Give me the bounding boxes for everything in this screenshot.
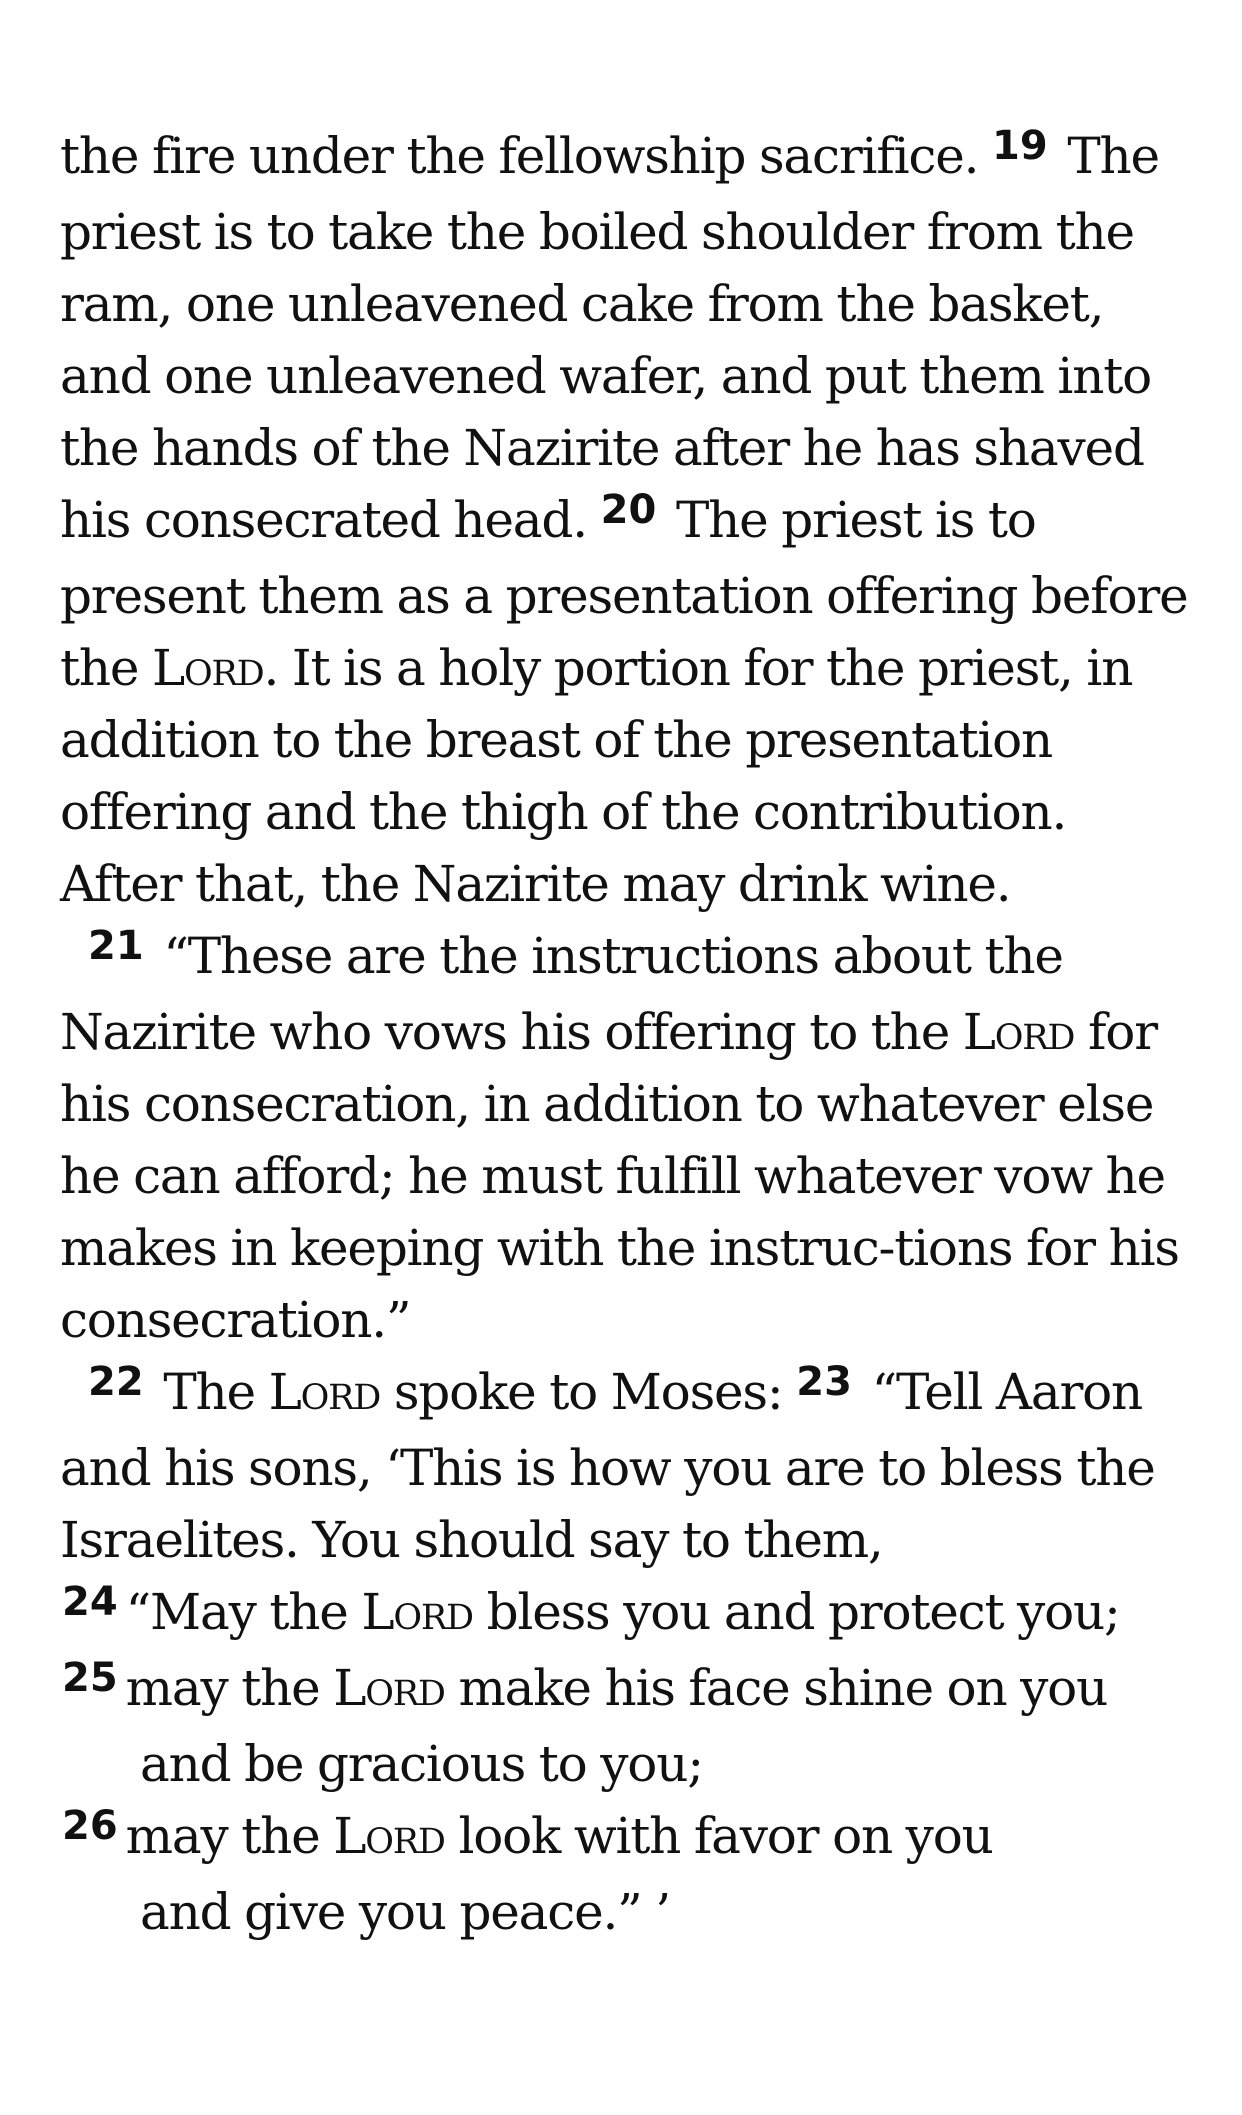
passage-text: . It is a holy portion for the priest, in addition to the breast of the presentation offering and the thigh of the contribution. After that, the Nazirite may drink wine.	[60, 639, 1133, 913]
verse-number-21[interactable]: 21	[88, 923, 144, 969]
verse-number-22[interactable]: 22	[88, 1359, 144, 1405]
passage-text: the fire under the fellowship sacrifice.	[60, 127, 979, 185]
poem-text: bless you and protect you;	[486, 1583, 1120, 1641]
divine-name: Lord	[268, 1363, 381, 1421]
poem-text: and give you peace.” ’	[140, 1883, 670, 1941]
poem-line-26	[60, 1800, 1190, 1876]
poem-line-26-cont	[60, 1876, 1190, 1948]
verse-number-26[interactable]: 26	[62, 1803, 118, 1849]
verse-number-23[interactable]: 23	[796, 1359, 852, 1405]
priestly-blessing	[60, 1576, 1190, 1948]
poem-line-25	[60, 1652, 1190, 1728]
verse-number-24[interactable]: 24	[62, 1579, 118, 1625]
passage-text: “Tell Aaron and his sons, ‘This is how you are to bless the Israelites. You should say to them,	[60, 1363, 1155, 1569]
paragraph-1	[60, 120, 1190, 920]
paragraph-2	[60, 920, 1190, 1356]
passage-text: The priest is to take the boiled shoulder from the ram, one unleavened cake from the basket, and one unleavened wafer, and put them into the hands of the Nazirite after he has shaved his consecrated head.	[60, 127, 1159, 549]
poem-text: make his face shine on you	[458, 1659, 1108, 1717]
poem-text: look with favor on you	[458, 1807, 993, 1865]
divine-name: Lord	[361, 1583, 473, 1641]
passage-text: spoke to Moses:	[393, 1363, 783, 1421]
divine-name: Lord	[152, 639, 264, 697]
verse-number-20[interactable]: 20	[600, 487, 657, 533]
poem-line-24	[60, 1576, 1190, 1652]
poem-text: “May the	[125, 1583, 348, 1641]
divine-name: Lord	[333, 1807, 445, 1865]
passage-text: for his consecration, in addition to whatever else he can afford; he must fulfill whatever vow he makes in keeping with the instruc-tions for his consecration.”	[60, 1003, 1179, 1349]
scripture-passage	[60, 120, 1190, 1948]
passage-text: “These are the instructions about the Nazirite who vows his offering to the	[60, 927, 1063, 1061]
poem-text: and be gracious to you;	[140, 1735, 703, 1793]
poem-text: may the	[125, 1807, 320, 1865]
divine-name: Lord	[962, 1003, 1075, 1061]
paragraph-3	[60, 1356, 1190, 1576]
divine-name: Lord	[333, 1659, 445, 1717]
passage-text: The priest is to present them as a presentation offering before the	[60, 491, 1188, 697]
verse-number-19[interactable]: 19	[992, 123, 1048, 169]
verse-number-25[interactable]: 25	[62, 1655, 118, 1701]
passage-text: The	[163, 1363, 255, 1421]
poem-text: may the	[125, 1659, 320, 1717]
poem-line-25-cont	[60, 1728, 1190, 1800]
